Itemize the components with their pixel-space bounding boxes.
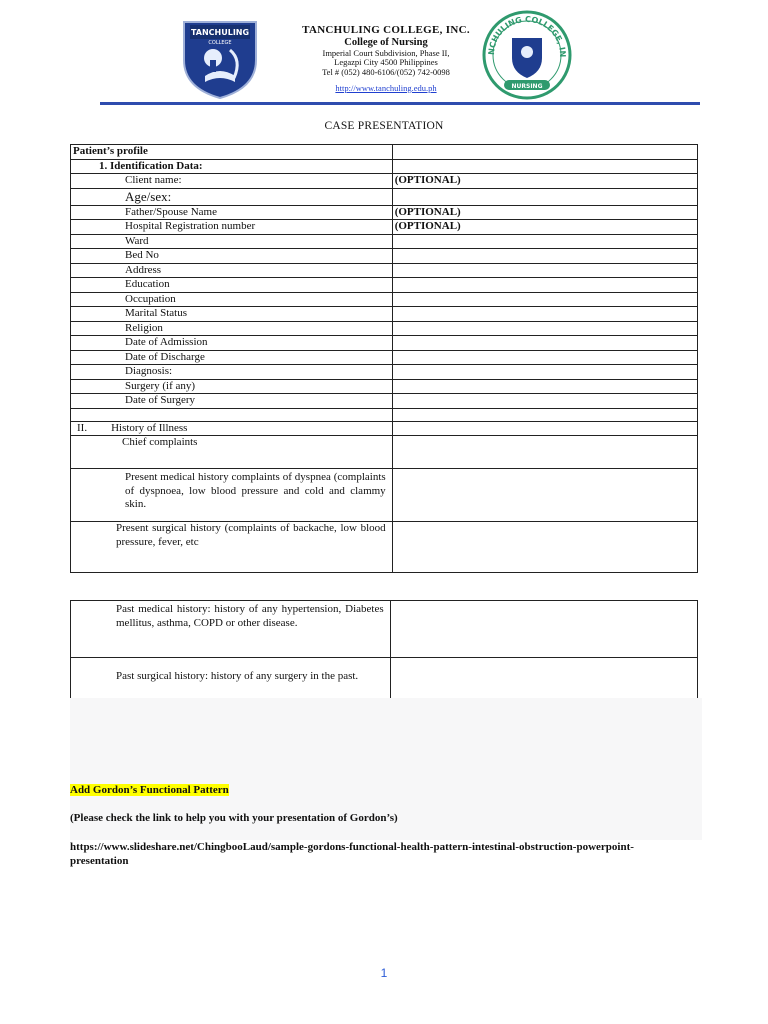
patient-profile-table <box>70 144 698 573</box>
table-cell-empty <box>392 145 697 160</box>
id-field-value[interactable]: (OPTIONAL) <box>392 205 697 220</box>
id-field-label: Religion <box>71 321 393 336</box>
present-medical-history: Present medical history complaints of dyspnea (complaints of dyspnoea, low blood pressure and cold and clammy skin. <box>71 469 393 522</box>
table-row <box>71 188 698 205</box>
profile-heading: Patient’s profile <box>71 145 393 160</box>
table-row <box>71 145 698 160</box>
seal-ring-text: NCHULING COLLEGE, IN <box>486 14 568 58</box>
left-logo-sub: COLLEGE <box>208 40 232 46</box>
id-field-label: Occupation <box>71 292 393 307</box>
id-field-label: Date of Surgery <box>71 394 393 409</box>
id-field-label: Marital Status <box>71 307 393 322</box>
chief-complaints-label: Chief complaints <box>71 436 393 469</box>
table-row <box>71 220 698 235</box>
id-field-label: Ward <box>71 234 393 249</box>
history-heading: History of Illness <box>111 421 188 434</box>
table-row <box>71 394 698 409</box>
table-row <box>71 205 698 220</box>
college-name: College of Nursing <box>344 36 428 48</box>
table-row <box>71 379 698 394</box>
identification-heading: 1. Identification Data: <box>71 159 393 174</box>
id-field-label: Surgery (if any) <box>71 379 393 394</box>
gordon-note: (Please check the link to help you with your presentation of Gordon’s) <box>70 812 398 824</box>
table-row <box>71 292 698 307</box>
id-field-value[interactable] <box>392 321 697 336</box>
table-cell-empty <box>392 408 697 421</box>
table-row <box>71 174 698 189</box>
present-surgical-value[interactable] <box>392 522 697 573</box>
id-field-value[interactable] <box>392 307 697 322</box>
table-row <box>71 307 698 322</box>
id-field-value[interactable] <box>392 263 697 278</box>
table-row <box>71 263 698 278</box>
id-field-value[interactable] <box>392 350 697 365</box>
address-line-1: Imperial Court Subdivision, Phase II, <box>322 47 450 58</box>
seal-sub-text: NURSING <box>511 83 543 90</box>
id-field-label: Date of Admission <box>71 336 393 351</box>
left-college-logo <box>180 16 260 100</box>
gordon-heading: Add Gordon’s Functional Pattern <box>70 784 229 796</box>
id-field-value[interactable] <box>392 249 697 264</box>
gordon-reference-link[interactable]: https://www.slideshare.net/ChingbooLaud/sample-gordons-functional-health-pattern-intestinal-obstruction-powerpoint-presentation <box>70 841 634 867</box>
table-row <box>71 159 698 174</box>
past-history-table <box>70 600 698 708</box>
id-field-label: Father/Spouse Name <box>71 205 393 220</box>
id-field-value[interactable]: (OPTIONAL) <box>392 174 697 189</box>
table-row <box>71 278 698 293</box>
id-field-label: Date of Discharge <box>71 350 393 365</box>
table-row <box>71 436 698 469</box>
id-field-value[interactable] <box>392 278 697 293</box>
table-cell-empty <box>392 159 697 174</box>
website-link[interactable]: http://www.tanchuling.edu.ph <box>335 83 437 93</box>
id-field-label: Diagnosis: <box>71 365 393 380</box>
id-field-value[interactable] <box>392 394 697 409</box>
table-row <box>71 336 698 351</box>
table-row <box>71 350 698 365</box>
page-title: CASE PRESENTATION <box>324 120 444 132</box>
chief-complaints-value[interactable] <box>392 436 697 469</box>
past-surgical-history: Past surgical history: history of any surgery in the past. <box>71 658 391 709</box>
left-logo-text: TANCHULING <box>190 28 250 37</box>
right-nursing-seal <box>482 10 572 100</box>
id-field-label: Hospital Registration number <box>71 220 393 235</box>
present-surgical-history: Present surgical history (complaints of backache, low blood pressure, fever, etc <box>71 522 393 573</box>
phone-number: Tel # (052) 480-6106/(052) 742-0098 <box>322 67 450 78</box>
id-field-value[interactable] <box>392 379 697 394</box>
table-row <box>71 249 698 264</box>
past-medical-history: Past medical history: history of any hypertension, Diabetes mellitus, asthma, COPD or other disease. <box>71 601 391 658</box>
header-divider <box>100 102 700 105</box>
id-field-label: Client name: <box>71 174 393 189</box>
id-field-label: Bed No <box>71 249 393 264</box>
table-row <box>71 469 698 522</box>
table-row <box>71 234 698 249</box>
table-row <box>71 408 698 421</box>
letterhead <box>286 24 486 96</box>
table-row <box>71 421 698 436</box>
id-field-value[interactable] <box>392 365 697 380</box>
id-field-label: Education <box>71 278 393 293</box>
id-field-label: Address <box>71 263 393 278</box>
present-medical-value[interactable] <box>392 469 697 522</box>
page-number: 1 <box>380 966 388 980</box>
spacer-cell <box>71 408 393 421</box>
table-row <box>71 321 698 336</box>
table-row <box>71 365 698 380</box>
id-field-value[interactable] <box>392 292 697 307</box>
past-medical-value[interactable] <box>390 601 697 658</box>
address-line-2: Legazpi City 4500 Philippines <box>334 57 438 68</box>
school-name: TANCHULING COLLEGE, INC. <box>302 24 470 36</box>
history-number: II. <box>77 421 88 434</box>
id-field-value[interactable]: (OPTIONAL) <box>392 220 697 235</box>
history-heading-cell <box>71 421 393 436</box>
table-row <box>71 522 698 573</box>
id-field-label: Age/sex: <box>71 188 393 205</box>
table-cell-empty <box>392 421 697 436</box>
id-field-value[interactable] <box>392 188 697 205</box>
id-field-value[interactable] <box>392 234 697 249</box>
id-field-value[interactable] <box>392 336 697 351</box>
table-row <box>71 601 698 658</box>
